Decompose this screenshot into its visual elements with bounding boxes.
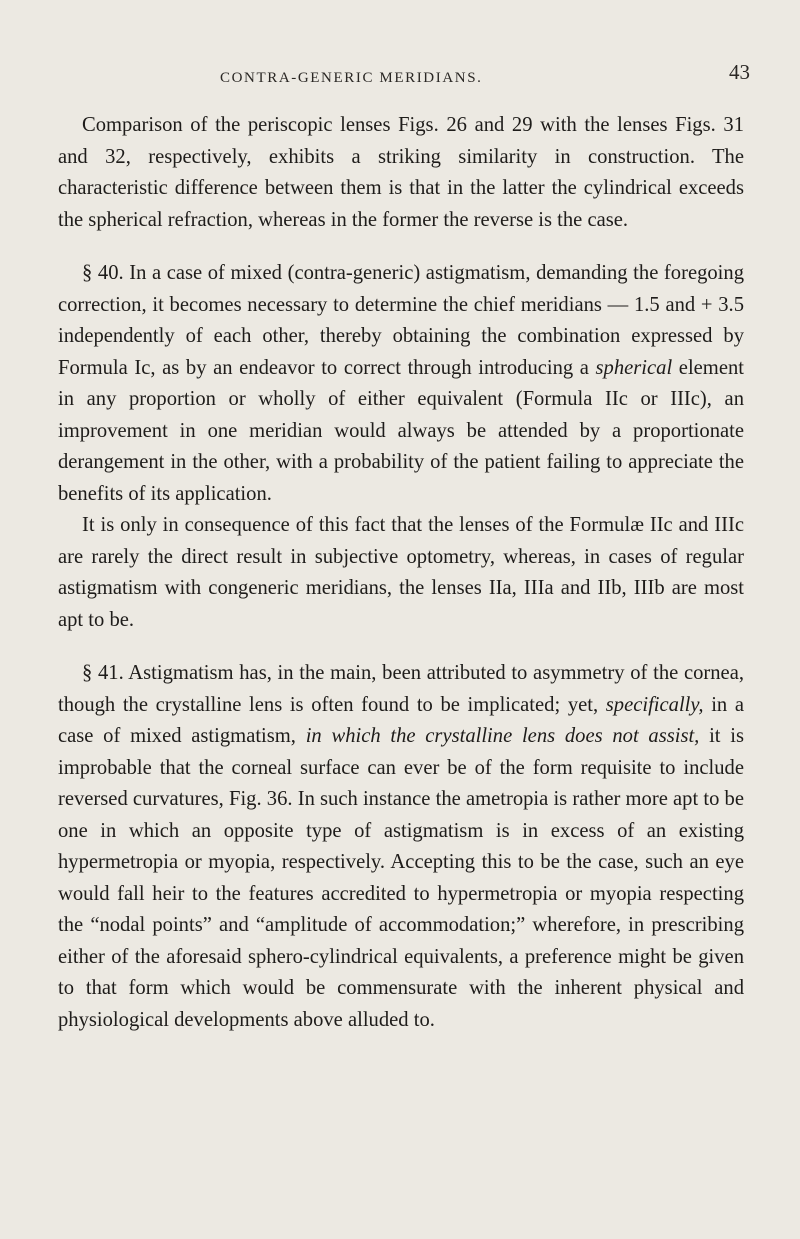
paragraph-section-41-text-b: in a case of mixed astigmatism, <box>58 693 744 747</box>
page-number: 43 <box>729 60 750 84</box>
paragraph-section-41-emphasis-2: in which the crystalline lens does not assist, <box>305 725 700 747</box>
paragraph-section-40-emphasis: spherical <box>595 356 673 379</box>
running-title: CONTRA-GENERIC MERIDIANS. <box>220 70 483 86</box>
paragraph-section-41 <box>58 658 744 1036</box>
page-body <box>58 110 744 1036</box>
paragraph-section-41-emphasis-1: specifically, <box>605 693 704 716</box>
paragraph-comparison: Comparison of the periscopic lenses Figs. 26 and 29 with the lenses Figs. 31 and 32, respectively, exhibits a striking similarity in construction. The characteristic difference between them is that in the latter the cylindrical exceeds the spherical refraction, whereas in the former the reverse is the case. <box>58 114 744 231</box>
paragraph-section-41-text-c: it is improbable that the corneal surface can ever be of the form requisite to include reversed curvatures, Fig. 36. In such instance the ametropia is rather more apt to be one in which an opposite type of astigmatism is in excess of an existing hypermetropia or myopia, respectively. Accepting this to be the case, such an eye would fall heir to the features accredited to hypermetropia or myopia respecting the “nodal points” and “amplitude of accommodation;” wherefore, in prescribing either of the aforesaid sphero-cylindrical equivalents, a preference might be given to that form which would be commensurate with the inherent physical and physiological developments above alluded to. <box>58 725 744 1031</box>
paragraph-section-40-text-a: § 40. In a case of mixed (contra-generic) astigmatism, demanding the foregoing correction, it becomes necessary to determine the chief meridians — 1.5 and + 3.5 independently of each other, thereby obtaining the combination expressed by Formula Ic, as by an endeavor to correct through introducing a <box>58 262 744 379</box>
paragraph-section-41-text-a: § 41. Astigmatism has, in the main, been attributed to asymmetry of the cornea, though the crystalline lens is often found to be implicated; yet, <box>58 662 744 716</box>
paragraph-section-40-text-b: element in any proportion or wholly of either equivalent (Formula IIc or IIIc), an improvement in one meridian would always be attended by a proportionate derangement in the other, with a probability of the patient failing to appreciate the benefits of its application. <box>58 356 744 505</box>
paragraph-section-40 <box>58 258 744 510</box>
paragraph-consequence: It is only in consequence of this fact that the lenses of the Formulæ IIc and IIIc are rarely the direct result in subjective optometry, whereas, in cases of regular astigmatism with congeneric meridians, the lenses IIa, IIIa and IIb, IIIb are most apt to be. <box>58 514 744 631</box>
